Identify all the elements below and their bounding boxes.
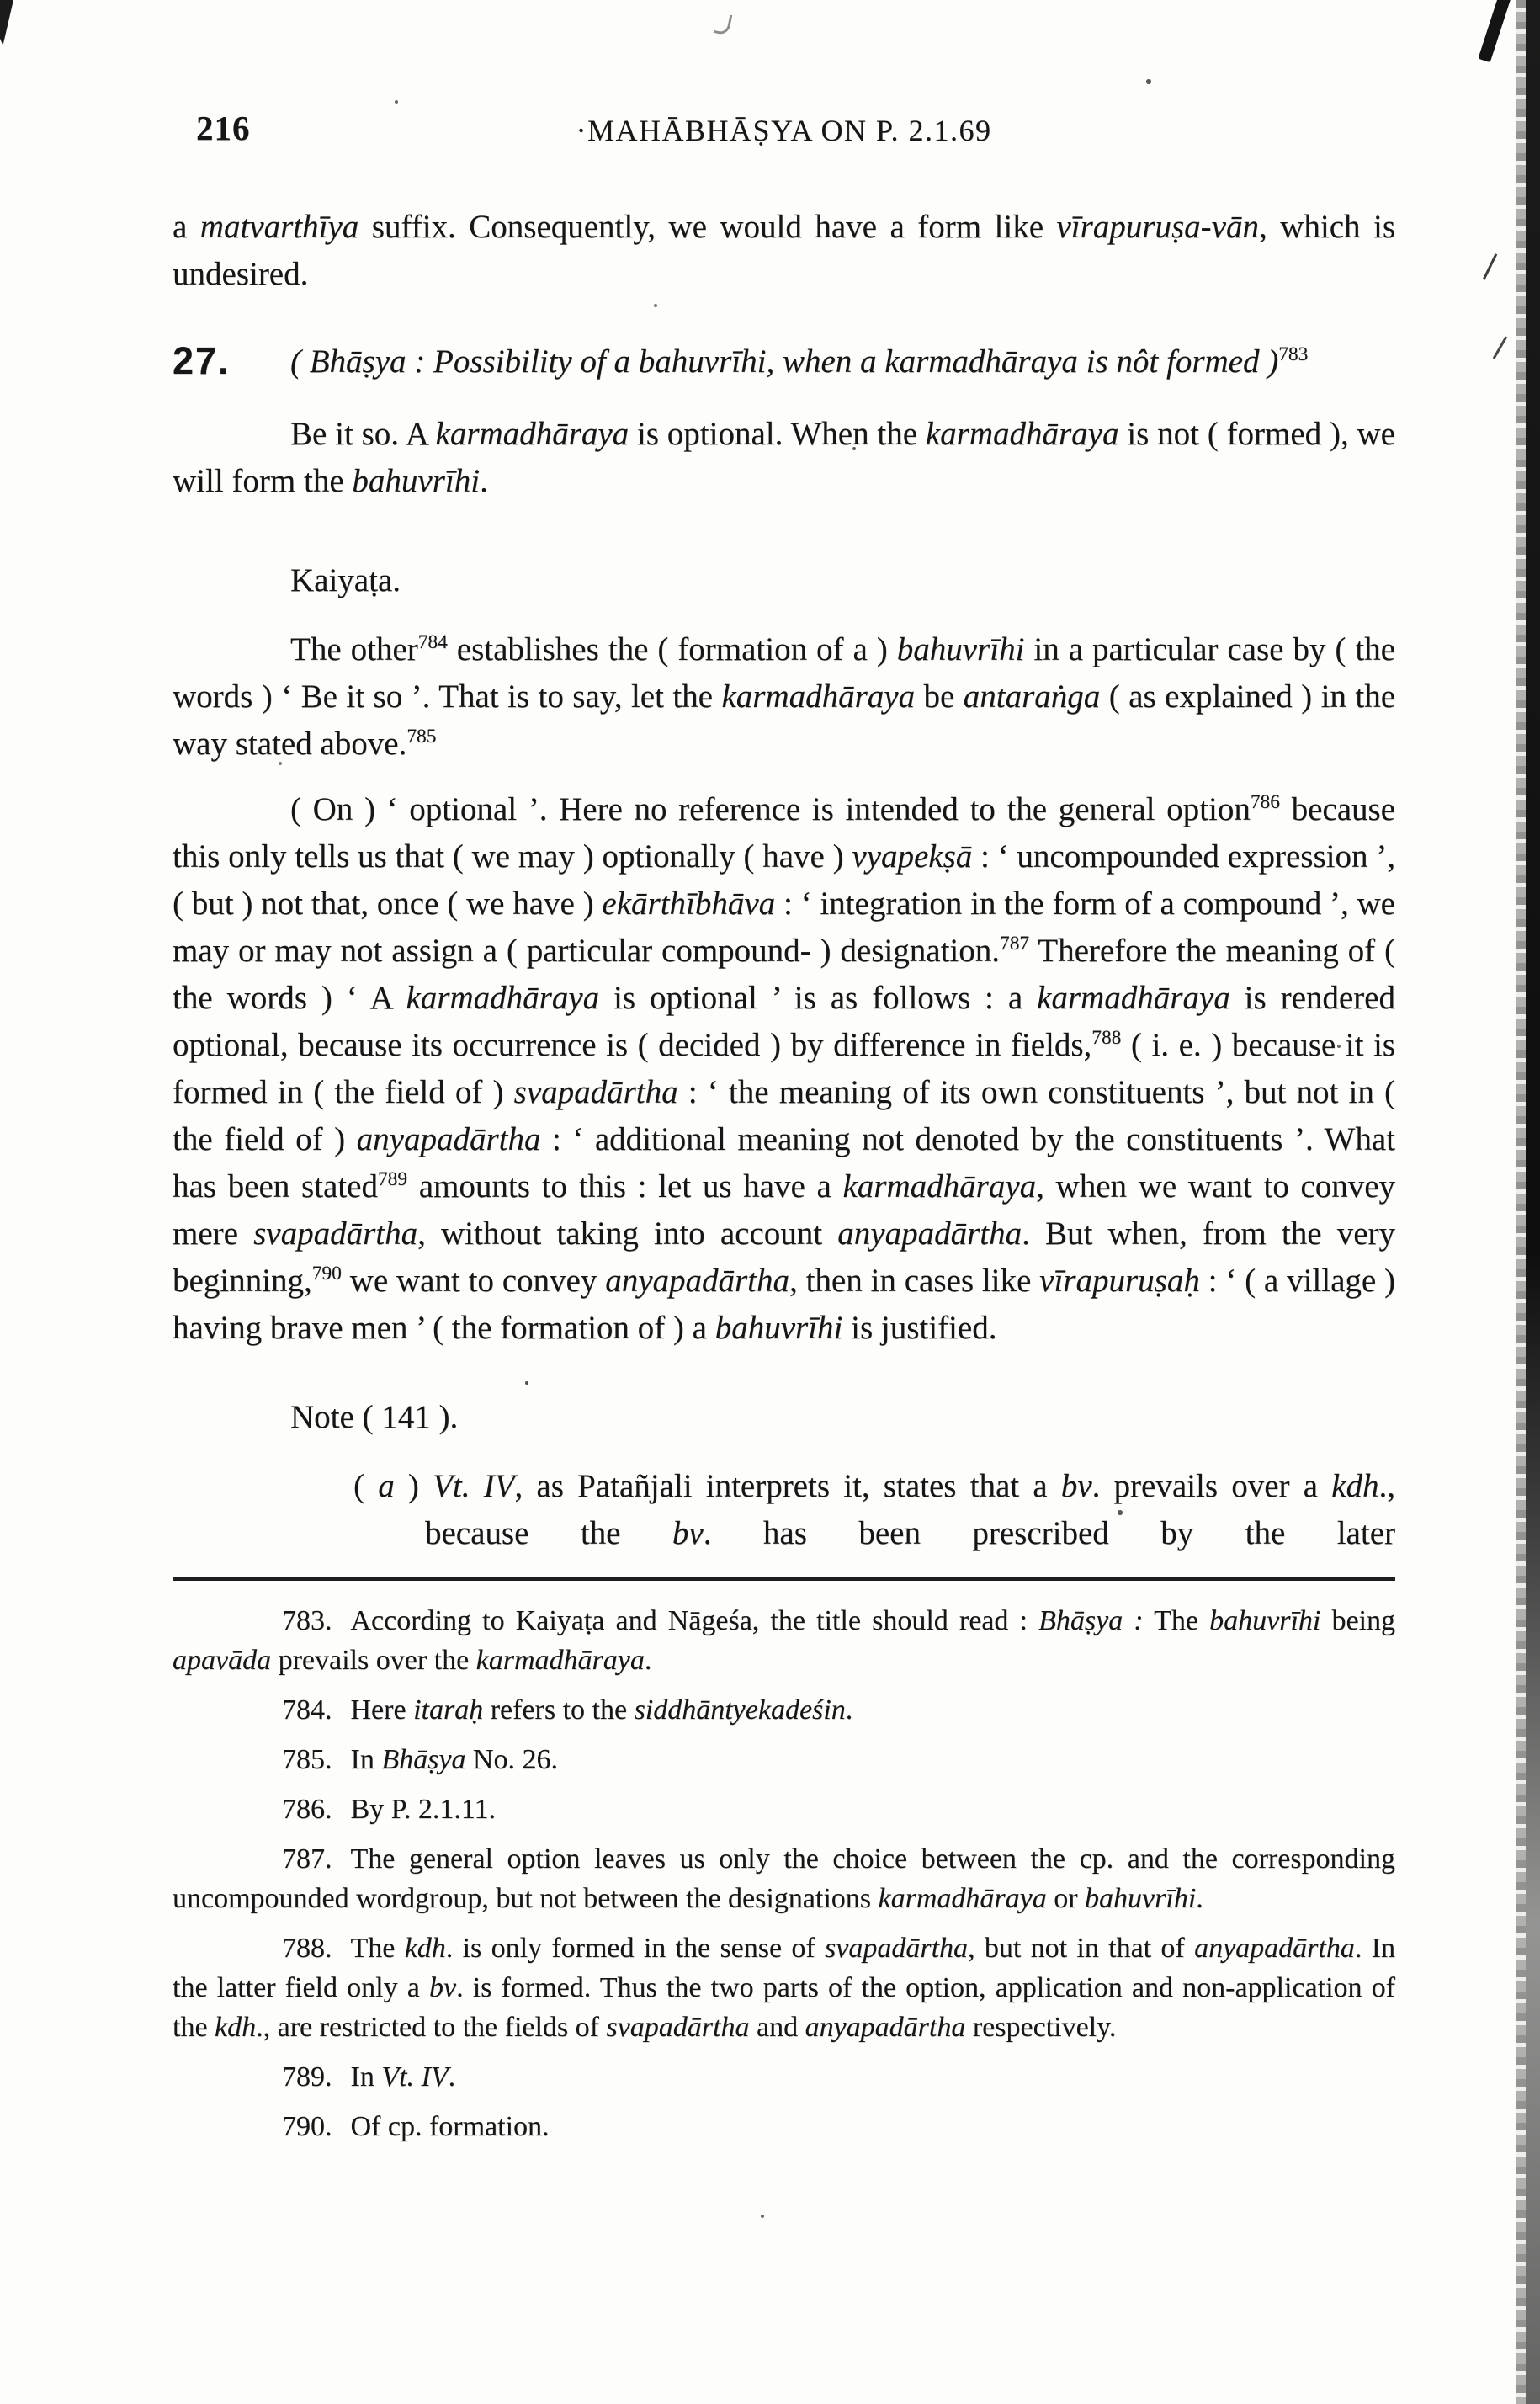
footnote-788 [173, 1928, 1395, 2047]
footnote-text: The kdh. is only formed in the sense of svapadārtha, but not in that of anyapadārtha. In the latter field only a bv. is formed. Thus the two parts of the option, application and non-application of the kdh., are restricted to the fields of svapadārtha and anyapadārtha respectively. [173, 1933, 1395, 2043]
running-title: ·MAHĀBHĀṢYA ON P. 2.1.69 [576, 114, 992, 147]
footnote-text: By P. 2.1.11. [350, 1794, 497, 1825]
footnote-text: The general option leaves us only the choice between the cp. and the corresponding uncompounded wordgroup, but not between the designations karmadhāraya or bahuvrīhi. [173, 1843, 1395, 1914]
footnote-number: 786. [282, 1794, 332, 1825]
note-item-a: ( a ) Vt. IV, as Patañjali interprets it, states that a bv. prevails over a kdh., because the bv. has been prescribed by the later [353, 1468, 1395, 1551]
footnote-785 [173, 1740, 1395, 1779]
footnote-number: 789. [282, 2061, 332, 2093]
footnote-text: Of cp. formation. [350, 2111, 550, 2142]
footnote-text: In Vt. IV. [350, 2061, 456, 2093]
footnote-number: 787. [282, 1843, 332, 1875]
footnote-divider [173, 1577, 1395, 1581]
page-header [173, 108, 1395, 157]
footnote-789 [173, 2057, 1395, 2097]
footnotes-section [173, 1601, 1395, 2146]
page-number: 216 [196, 109, 251, 147]
kaiyata-paragraph: The other$^{784}$ establishes the ( formation of a ) bahuvrīhi in a particular case by ( the words ) ‘ Be it so ’. That is to say, let the karmadhāraya be antaraṅga ( as explained ) in the way stated above.$^{785}$ [173, 631, 1396, 762]
footnote-number: 784. [282, 1694, 332, 1726]
footnote-number: 790. [282, 2111, 332, 2142]
footnote-790 [173, 2107, 1395, 2146]
footnote-786 [173, 1790, 1395, 1829]
footnote-787 [173, 1839, 1395, 1918]
footnote-784 [173, 1690, 1395, 1730]
bhasya-paragraph: Be it so. A karmadhāraya is optional. When the karmadhāraya is not ( formed ), we will form the bahuvrīhi. [173, 416, 1395, 499]
commentary-paragraph: ( On ) ‘ optional ’. Here no reference is intended to the general option$^{786}$ because this only tells us that ( we may ) optionally ( have ) vyapekṣā : ‘ uncompounded expression ’, ( but ) not that, once ( we have ) ekārthībhāva : ‘ integration in the form of a compound ’, we may or may not assign a ( particular compound- ) designation.$^{787}$ Therefore the meaning of ( the words ) ‘ A karmadhāraya is optional ’ is as follows : a karmadhāraya is rendered optional, because its occurrence is ( decided ) by difference in fields,$^{788}$ ( i. e. ) because it is formed in ( the field of ) svapadārtha : ‘ the meaning of its own constituents ’, but not in ( the field of ) anyapadārtha : ‘ additional meaning not denoted by the constituents ’. What has been stated$^{789}$ amounts to this : let us have a karmadhāraya, when we want to convey mere svapadārtha, without taking into account anyapadārtha. But when, from the very beginning,$^{790}$ we want to convey anyapadārtha, then in cases like vīrapuruṣaḥ : ‘ ( a village ) having brave men ’ ( the formation of ) a bahuvrīhi is justified. [173, 791, 1396, 1346]
note-heading: Note ( 141 ). [290, 1399, 459, 1435]
intro-paragraph: a matvarthīya suffix. Consequently, we would have a form like vīrapuruṣa-vān, which is undesired. [173, 209, 1395, 292]
footnote-number: 788. [282, 1933, 332, 1964]
kaiyata-heading: Kaiyaṭa. [290, 562, 401, 598]
section-title: ( Bhāṣya : Possibility of a bahuvrīhi, when a karmadhāraya is nôt formed )$^{783}$ [290, 343, 1309, 380]
section-27-heading [173, 338, 1395, 386]
footnote-number: 783. [282, 1605, 332, 1636]
section-number: 27. [173, 339, 231, 382]
footnote-text: According to Kaiyaṭa and Nāgeśa, the title should read : Bhāṣya : The bahuvrīhi being apavāda prevails over the karmadhāraya. [173, 1605, 1396, 1676]
footnote-text: In Bhāṣya No. 26. [350, 1744, 558, 1775]
footnote-783 [173, 1601, 1395, 1680]
footnote-number: 785. [282, 1744, 332, 1775]
footnote-text: Here itaraḥ refers to the siddhāntyekadeśin. [350, 1694, 853, 1726]
